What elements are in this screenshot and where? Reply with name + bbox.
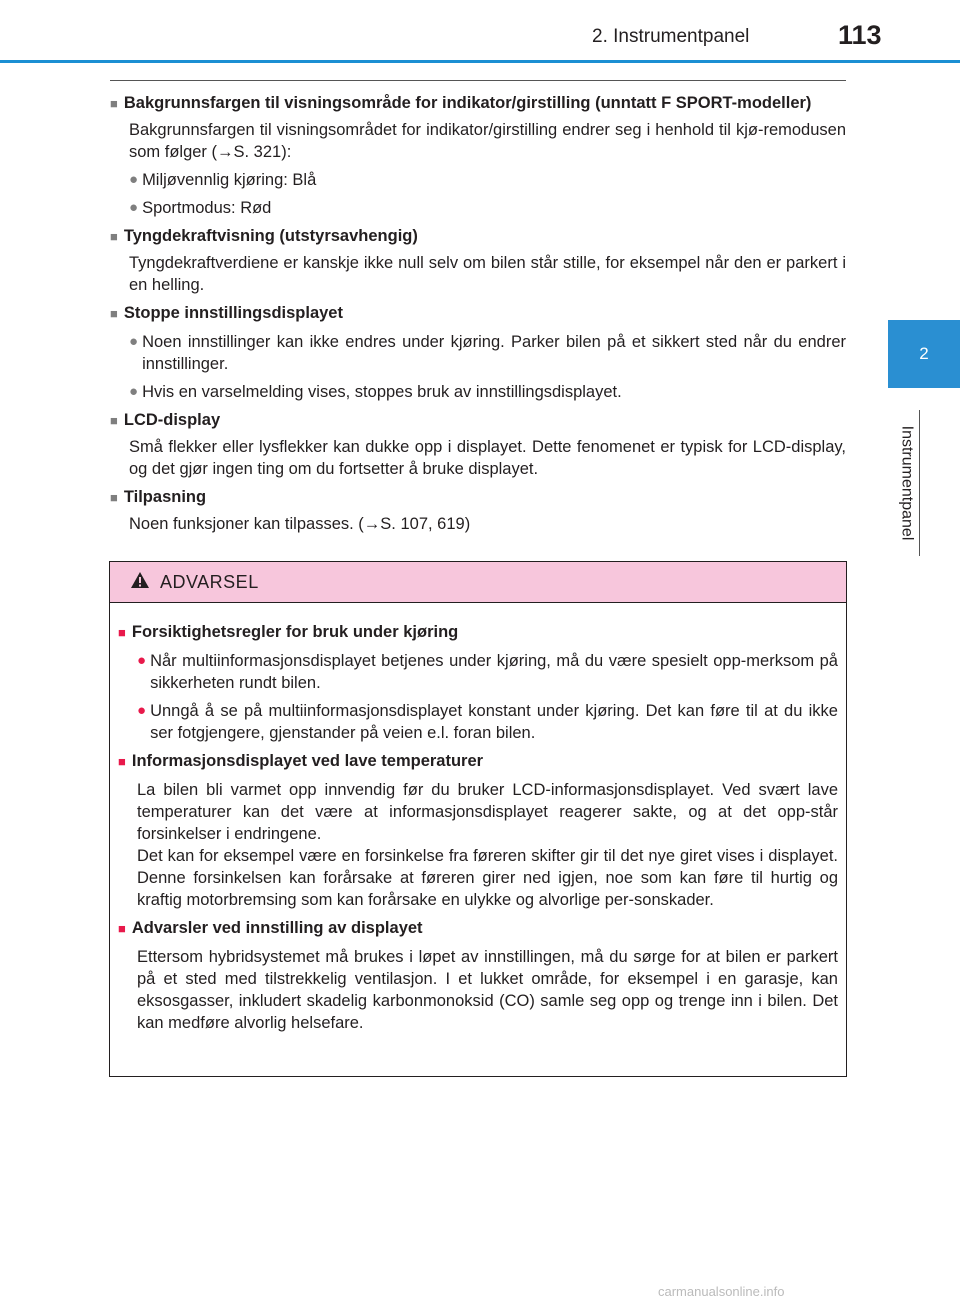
square-bullet-icon: ■ [110,306,118,321]
list-item: ● Når multiinformasjonsdisplayet betjenes under kjøring, må du være spesielt opp-merksom på sikkerheten rundt bilen. [137,652,838,692]
warning-section-title: Forsiktighetsregler for bruk under kjøring [131,623,459,641]
square-bullet-icon: ■ [118,921,126,936]
chapter-side-label [893,410,919,556]
square-bullet-icon: ■ [110,490,118,505]
round-bullet-icon: ● [137,702,147,719]
section-title: LCD-display [123,411,221,429]
chapter-tab [888,320,960,388]
section-lcd-display [110,409,846,480]
section-title: Stoppe innstillingsdisplayet [123,304,343,322]
chapter-side-label-text: Instrumentpanel [898,425,916,541]
round-bullet-icon: ● [129,199,139,216]
section-body: Noen funksjoner kan tilpasses. (→S. 107, 619) [129,515,471,533]
round-bullet-icon: ● [137,652,147,669]
list-item: ● Hvis en varselmelding vises, stoppes bruk av innstillingsdisplayet. [129,383,622,401]
warning-header [110,562,846,603]
warning-section-body: Det kan for eksempel være en forsinkelse fra føreren skifter gir til det nye giret vises i displayet. Denne forsinkelsen kan forårsake at føreren girer ned igjen, noe som kan føre til hurtig og kraftig motorbremsing som kan forårsake en ulykke og alvorlige per-sonskader. [137,847,838,909]
watermark-footer: carmanualsonline.info [658,1284,785,1299]
list-item: ● Unngå å se på multiinformasjonsdisplayet konstant under kjøring. Det kan føre til at du ikke ser fotgjengere, gjenstander på veien e.l. foran bilen. [137,702,838,742]
round-bullet-icon: ● [129,333,139,350]
warning-section-body: Ettersom hybridsystemet må brukes i løpet av innstillingen, må du sørge for at bilen er parkert på et sted med tilstrekkelig ventilasjon. I et lukket område, for eksempel i en garasje, kan eksosgasser, inkludert skadelig karbonmonoksid (CO) samle seg opp og trenge inn i bilen. Det kan medføre alvorlig helsefare. [137,948,838,1032]
list-item: ● Miljøvennlig kjøring: Blå [129,171,317,189]
warning-body [110,603,846,1034]
section-gravity-display [110,225,846,296]
main-content [110,92,846,541]
square-bullet-icon: ■ [118,754,126,769]
section-stop-settings [110,302,846,403]
content-top-rule [110,80,846,81]
warning-section-title: Informasjonsdisplayet ved lave temperaturer [131,752,484,770]
section-body: Små flekker eller lysflekker kan dukke opp i displayet. Dette fenomenet er typisk for LCD-display, og det gjør ingen ting om du fortsetter å bruke displayet. [129,438,846,478]
page-number: 113 [838,20,882,50]
section-body: Bakgrunnsfargen til visningsområdet for indikator/girstilling endrer seg i henhold til kjø-remodusen som følger (→S. 321): [129,121,846,161]
section-customization [110,486,846,535]
warning-label: ADVARSEL [160,571,259,592]
section-body: Tyngdekraftverdiene er kanskje ikke null selv om bilen står stille, for eksempel når den er parkert i en helling. [129,254,846,294]
section-title: Bakgrunnsfargen til visningsområde for indikator/girstilling (unntatt F SPORT-modeller) [123,94,812,112]
chapter-title: 2. Instrumentpanel [592,26,750,47]
warning-section-title: Advarsler ved innstilling av displayet [131,919,423,937]
list-item: ● Noen innstillinger kan ikke endres under kjøring. Parker bilen på et sikkert sted når du endrer innstillinger. [129,333,846,373]
square-bullet-icon: ■ [118,625,126,640]
section-title: Tyngdekraftvisning (utstyrsavhengig) [123,227,418,245]
list-item: ● Sportmodus: Rød [129,199,272,217]
section-background-color [110,92,846,219]
side-rule [919,410,920,556]
square-bullet-icon: ■ [110,229,118,244]
warning-box [109,561,847,1077]
chapter-tab-number: 2 [919,344,929,363]
square-bullet-icon: ■ [110,96,118,111]
section-title: Tilpasning [123,488,207,506]
header-rule [0,60,960,63]
round-bullet-icon: ● [129,383,139,400]
warning-section-body: La bilen bli varmet opp innvendig før du bruker LCD-informasjonsdisplayet. Ved svært lave temperaturer kan det være at informasjonsdisplayet reagerer sakte, og at det opp-står forsinkelser i endringene. [137,781,838,843]
square-bullet-icon: ■ [110,413,118,428]
round-bullet-icon: ● [129,171,139,188]
warning-triangle-icon [130,571,150,594]
